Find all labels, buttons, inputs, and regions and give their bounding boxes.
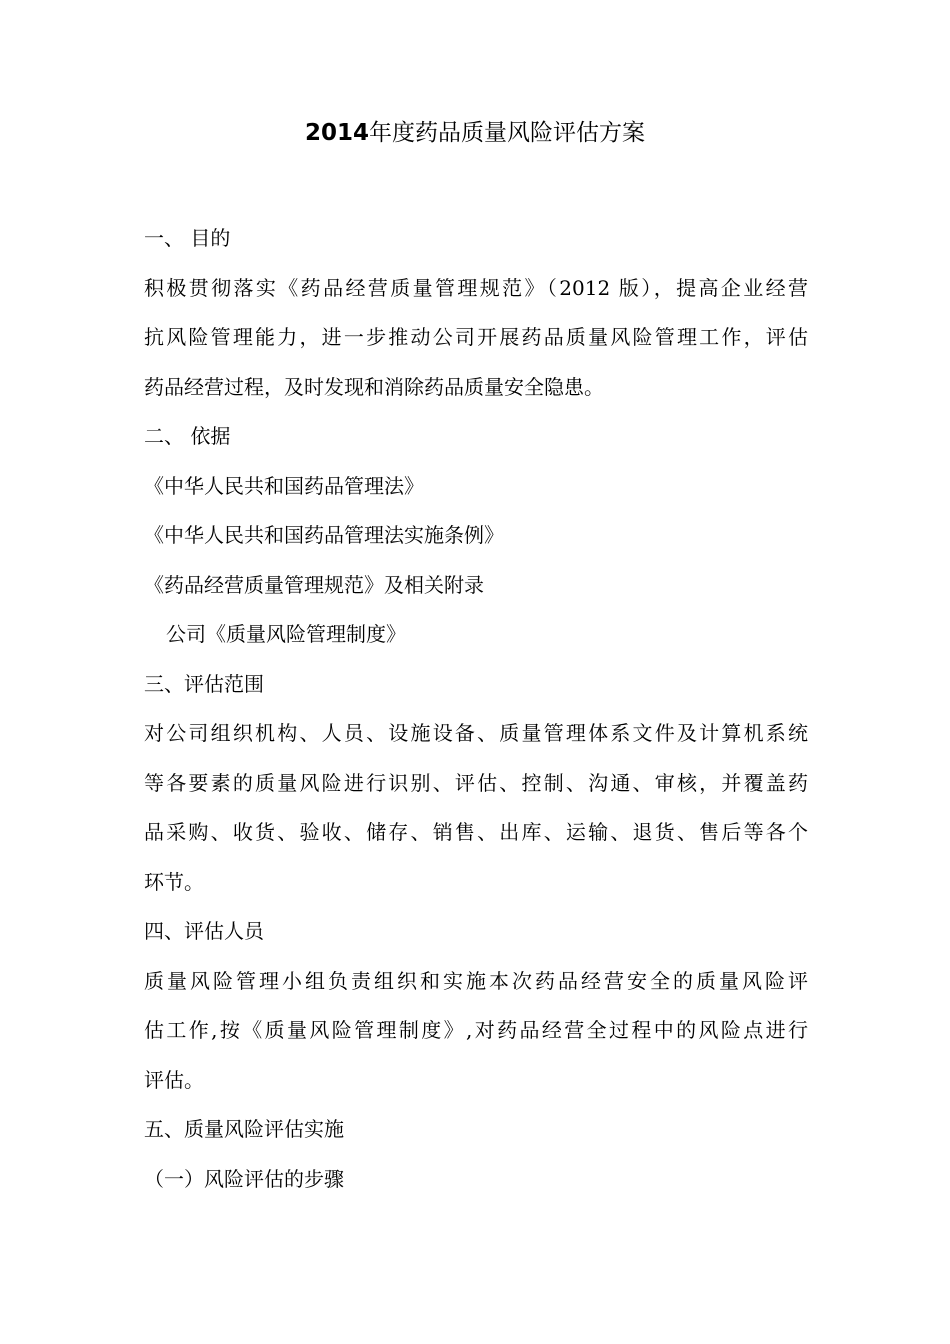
document-body	[144, 214, 808, 1204]
title-text: 年度药品质量风险评估方案	[369, 120, 645, 146]
paragraph-line: （一）风险评估的步骤	[144, 1166, 344, 1191]
paragraph-line: 《中华人民共和国药品管理法实施条例》	[144, 523, 504, 547]
title-year: 2014	[304, 120, 369, 146]
paragraph-line: 积极贯彻落实《药品经营质量管理规范》（2012 版），提高企业经营	[144, 275, 808, 300]
paragraph-line: 评估。	[144, 1067, 204, 1092]
paragraph-line: 品采购、收货、验收、储存、销售、出库、运输、退货、售后等各个	[144, 820, 808, 844]
paragraph-line: 质量风险管理小组负责组织和实施本次药品经营安全的质量风险评	[144, 968, 808, 993]
paragraph-line: 估工作,按《质量风险管理制度》,对药品经营全过程中的风险点进行	[144, 1018, 808, 1042]
paragraph-line: 抗风险管理能力，进一步推动公司开展药品质量风险管理工作，评估	[144, 325, 808, 349]
paragraph-line: 五、质量风险评估实施	[144, 1117, 344, 1141]
paragraph-line: 环节。	[144, 869, 204, 894]
paragraph-line: 公司《质量风险管理制度》	[166, 622, 406, 646]
paragraph-line: 三、评估范围	[144, 671, 264, 696]
paragraph-line: 《药品经营质量管理规范》及相关附录	[144, 572, 484, 597]
paragraph-line: 四、评估人员	[144, 919, 264, 943]
document-title	[0, 113, 950, 153]
paragraph-line: 对公司组织机构、人员、设施设备、质量管理体系文件及计算机系统	[144, 721, 808, 745]
paragraph-line: 一、 目的	[144, 226, 231, 250]
paragraph-line: 《中华人民共和国药品管理法》	[144, 473, 424, 498]
paragraph-line: 二、 依据	[144, 424, 231, 448]
paragraph-line: 等各要素的质量风险进行识别、评估、控制、沟通、审核，并覆盖药	[144, 770, 808, 795]
paragraph-line: 药品经营过程，及时发现和消除药品质量安全隐患。	[144, 374, 604, 399]
